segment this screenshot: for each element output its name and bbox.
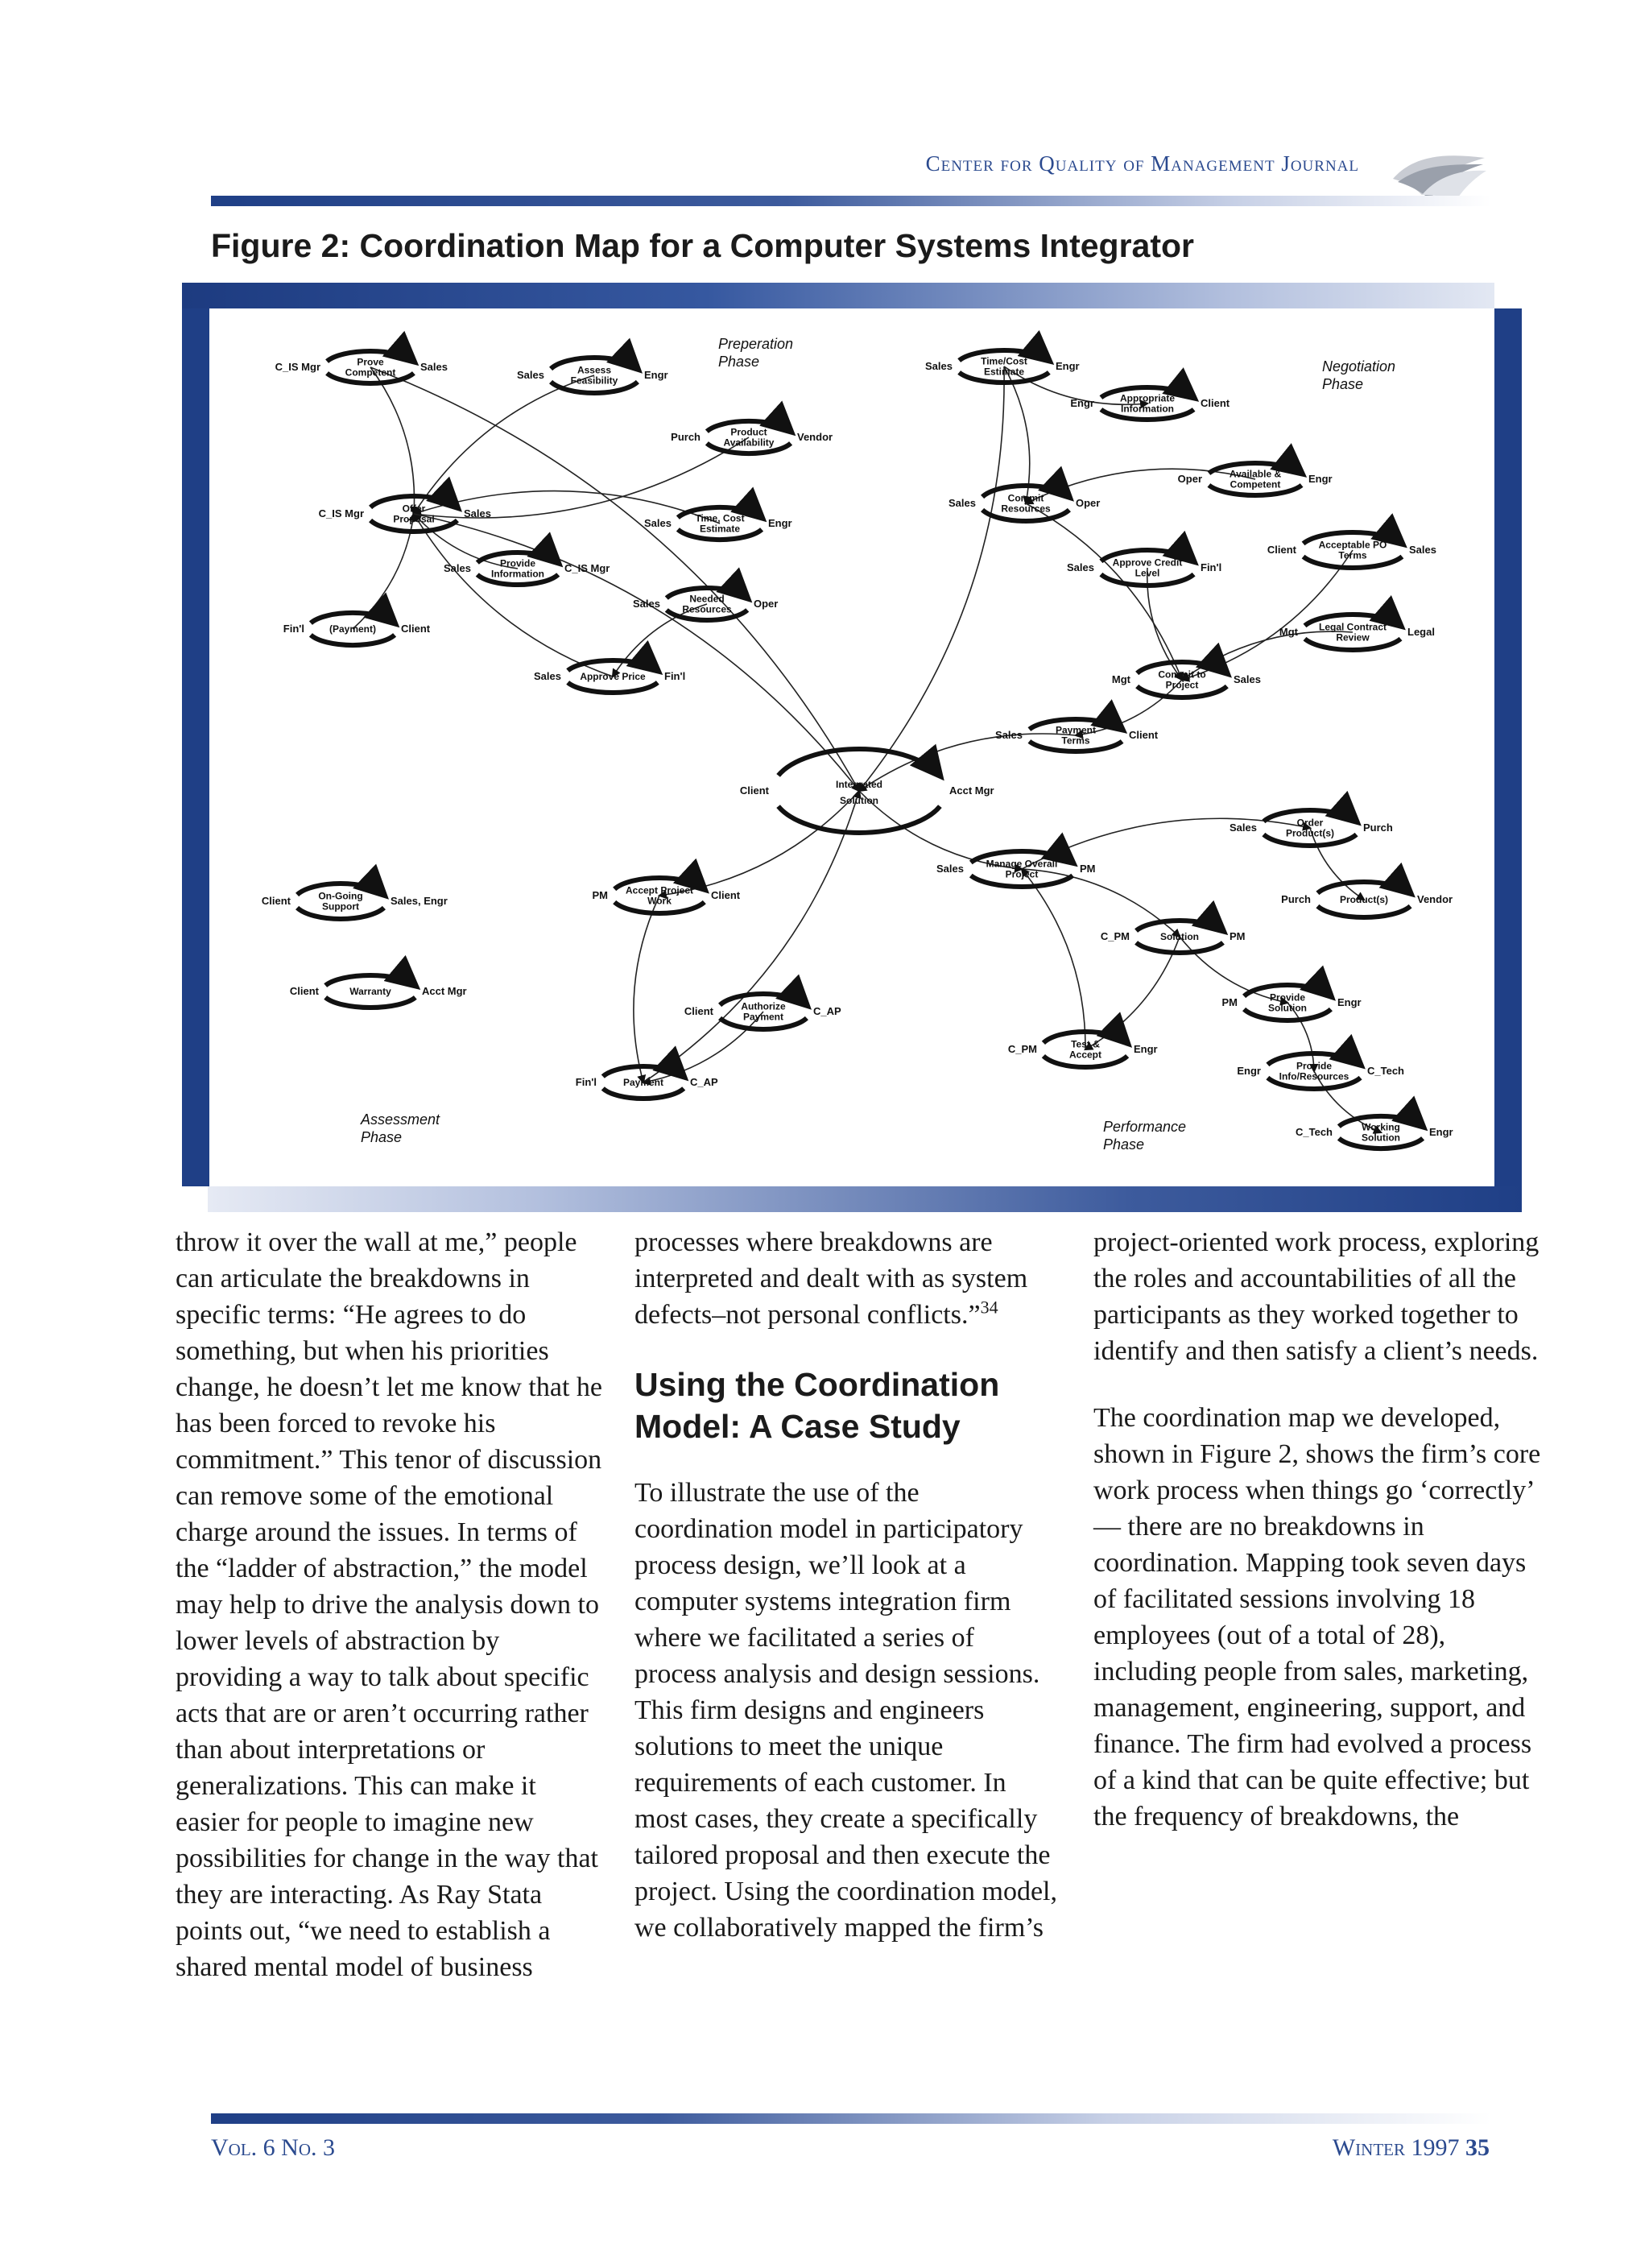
body-column-1 <box>176 1224 602 1985</box>
loop-role-left: Sales <box>925 360 953 372</box>
loop-test-accept <box>1008 1032 1158 1067</box>
loop-role-right: Acct Mgr <box>949 784 994 797</box>
coordination-map-svg <box>209 308 1494 1186</box>
loop-role-right: PM <box>1080 863 1096 875</box>
journal-logo-icon <box>1390 147 1490 203</box>
footer-issue <box>1333 2134 1490 2162</box>
loop-role-right: Engr <box>644 369 668 381</box>
loop-role-left: Purch <box>1281 893 1311 905</box>
figure-title: Figure 2: Coordination Map for a Computer Systems Integrator <box>211 227 1195 264</box>
loop-role-right: Client <box>1129 729 1159 741</box>
figure-frame-right <box>1494 308 1522 1211</box>
loop-role-left: PM <box>1221 996 1238 1008</box>
loop-role-right: Sales <box>1409 544 1436 556</box>
body-paragraph: The coordination map we developed, shown in Figure 2, shows the firm’s core work process when things go ‘correctly’ — there are no breakdowns in coordination. Mapping took seven days of facilitated sessions involving 18 employees (out of a total of 28), including people from sales, marketing, management, engineering, support, and finance. The firm had evolved a process of a kind that can be quite effective; but the frequency of breakdowns, the <box>1093 1403 1541 1831</box>
map-link <box>1026 469 1255 503</box>
loop-label: Commit <box>1007 492 1044 504</box>
map-link <box>1004 366 1030 503</box>
map-link <box>634 896 659 1082</box>
loop-role-right: Engr <box>1134 1043 1158 1055</box>
loop-available-competent <box>1178 463 1333 495</box>
loop-label: Estimate <box>699 523 741 535</box>
loop-label: Payment <box>1055 724 1097 736</box>
loop-prove-competent <box>275 351 448 383</box>
phase-label-negotiation: Negotiation <box>1322 358 1396 375</box>
loop-label: Solution <box>1160 931 1199 943</box>
loop-products <box>1281 882 1453 917</box>
loop-role-right: C_AP <box>813 1005 841 1017</box>
loop-role-left: C_Tech <box>1296 1126 1333 1138</box>
loop-role-left: Engr <box>1070 397 1094 409</box>
phase-label-performance: Performance <box>1103 1119 1187 1135</box>
loop-label: Offer <box>402 503 426 515</box>
loop-payment-prep <box>283 613 431 645</box>
loop-label: Solution <box>1268 1002 1307 1014</box>
loop-label: Manage Overall <box>986 858 1058 870</box>
loop-label: Payment <box>622 1077 664 1089</box>
loop-payment-assess <box>576 1066 718 1099</box>
loop-role-left: Client <box>684 1005 713 1017</box>
loop-role-right: PM <box>1230 930 1246 942</box>
loop-role-left: Engr <box>1237 1065 1261 1077</box>
loop-commit-resources <box>948 486 1100 521</box>
loop-role-right: Sales <box>420 361 448 373</box>
header-rule <box>211 196 1491 206</box>
loop-role-right: Sales <box>464 507 491 519</box>
loop-role-left: Client <box>289 985 319 997</box>
loop-label: Feasibility <box>570 375 618 387</box>
loop-order-products <box>1230 810 1393 846</box>
loop-role-left: C_IS Mgr <box>318 507 364 519</box>
footnote-reference: 34 <box>980 1297 998 1318</box>
map-link <box>1022 869 1085 1049</box>
loop-label: Review <box>1336 631 1370 644</box>
map-link <box>1026 503 1182 680</box>
loop-role-left: PM <box>592 889 608 901</box>
loop-role-right: Vendor <box>1417 893 1453 905</box>
loop-label: Proposal <box>393 513 435 525</box>
loop-approve-price <box>534 660 685 693</box>
loop-label: Assess <box>577 364 612 376</box>
loop-role-left: Sales <box>936 863 964 875</box>
loop-label: Availability <box>723 437 775 449</box>
loop-role-right: Client <box>1201 397 1230 409</box>
loop-role-right: Acct Mgr <box>422 985 467 997</box>
body-paragraph-text: processes where breakdowns are interpreted and dealt with as system defects–not personal conflicts.” <box>634 1227 1028 1330</box>
loop-payment-terms <box>995 719 1159 751</box>
map-link <box>859 734 1076 791</box>
loop-accept-project-work <box>593 878 741 913</box>
coordination-map <box>209 308 1494 1186</box>
loop-label: Approve Credit <box>1112 557 1183 569</box>
loop-label: Terms <box>1338 549 1367 561</box>
phase-label-preparation: Phase <box>718 354 760 370</box>
loop-time-cost-estimate-prep <box>644 507 792 540</box>
loop-label: Competent <box>1230 478 1281 490</box>
loop-approve-credit-level <box>1067 550 1221 586</box>
loop-label: Order <box>1296 817 1324 829</box>
loop-label: Time, Cost <box>695 512 745 524</box>
loop-role-left: Sales <box>517 369 544 381</box>
loop-commit-to-project <box>1112 662 1261 697</box>
loop-label: Prove <box>357 356 384 368</box>
loop-label: Legal Contract <box>1318 621 1387 633</box>
loop-role-right: Purch <box>1363 822 1393 834</box>
loop-label: Provide <box>1296 1060 1333 1072</box>
loop-assess-feasibility <box>517 358 668 393</box>
loop-label: Product(s) <box>1340 894 1388 906</box>
loop-role-left: Sales <box>534 670 561 682</box>
loop-label: Provide <box>499 557 536 569</box>
loop-label: Solution <box>840 794 878 806</box>
loop-role-right: C_AP <box>690 1076 718 1088</box>
page-number: 35 <box>1465 2134 1490 2161</box>
figure-frame-bottom <box>208 1186 1522 1212</box>
section-heading: Using the Coordination Model: A Case Study <box>634 1366 1000 1445</box>
loop-role-left: Client <box>739 784 769 797</box>
map-link <box>414 375 594 514</box>
loop-role-right: Engr <box>1308 473 1333 485</box>
loop-role-right: Fin'l <box>1201 561 1222 573</box>
loop-role-left: C_PM <box>1007 1043 1037 1055</box>
loop-time-cost-estimate-neg <box>925 350 1080 383</box>
loop-role-left: Purch <box>671 431 701 443</box>
loop-label: Accept <box>1068 1049 1102 1061</box>
loop-label: Product <box>730 426 767 438</box>
map-link <box>414 437 749 518</box>
map-link <box>414 514 613 677</box>
loop-label: Project <box>1165 679 1199 691</box>
phase-label-performance: Phase <box>1103 1136 1145 1153</box>
loop-label: Integrated <box>835 778 883 790</box>
loop-on-going-support <box>262 884 448 919</box>
loop-acceptable-po-terms <box>1267 532 1436 568</box>
loop-role-right: Sales <box>1234 673 1261 685</box>
loop-authorize-payment <box>684 994 841 1029</box>
loop-label: Needed <box>689 593 725 605</box>
map-link <box>1022 818 1310 869</box>
map-link <box>370 367 415 514</box>
footer-volume: Vol. 6 No. 3 <box>211 2134 335 2161</box>
loop-role-left: Oper <box>1177 473 1202 485</box>
loop-label: Terms <box>1061 735 1090 747</box>
loop-role-left: Client <box>261 895 291 907</box>
body-column-2 <box>634 1224 1061 1946</box>
map-link <box>414 491 720 524</box>
loop-role-right: Engr <box>1056 360 1080 372</box>
map-phase-labels <box>360 336 1395 1153</box>
loop-role-left: Client <box>1267 544 1296 556</box>
loop-label: Working <box>1362 1121 1400 1133</box>
footer-season: Winter 1997 <box>1332 2134 1460 2161</box>
loop-label: Payment <box>742 1011 784 1023</box>
loop-role-right: Oper <box>754 598 779 610</box>
loop-label: Resources <box>1001 503 1051 515</box>
loop-label: Product(s) <box>1286 827 1334 839</box>
loop-provide-solution <box>1222 985 1362 1020</box>
map-link <box>414 514 859 791</box>
loop-label: Competent <box>345 366 396 379</box>
loop-manage-overall-project <box>936 851 1095 887</box>
loop-label: Accept Project <box>625 884 694 896</box>
loop-provide-information <box>444 553 610 585</box>
loop-label: Warranty <box>349 986 391 998</box>
loop-role-right: Engr <box>768 517 792 529</box>
loop-label: Information <box>1121 403 1174 415</box>
loop-label: Test & <box>1071 1038 1100 1050</box>
map-link <box>859 366 1004 791</box>
loop-label: Work <box>647 895 672 907</box>
loop-label: Solution <box>1362 1132 1400 1144</box>
loop-role-right: Client <box>401 623 431 635</box>
loop-role-right: Client <box>711 889 741 901</box>
loop-role-right: Engr <box>1337 996 1362 1008</box>
phase-label-negotiation: Phase <box>1322 376 1364 392</box>
footer-rule <box>211 2113 1491 2124</box>
loop-role-left: Sales <box>948 497 976 509</box>
loop-label: Authorize <box>741 1000 786 1012</box>
loop-label: Commit to <box>1158 668 1206 681</box>
loop-label: Time/Cost <box>981 355 1027 367</box>
loop-label: Resources <box>682 603 732 615</box>
loop-label: Level <box>1134 567 1160 579</box>
map-loops <box>262 350 1453 1148</box>
loop-role-left: Sales <box>644 517 672 529</box>
body-paragraph: To illustrate the use of the coordination model in participatory process design, we’ll look at a computer systems integration firm where we facilitated a series of process analysis and design sessions. This firm designs and engineers solutions to meet the unique requirements of each customer. In most cases, they create a specifically tailored proposal and then execute the project. Using the coordination model, we collaboratively mapped the firm’s <box>634 1478 1057 1943</box>
loop-label: Info/Resources <box>1279 1070 1349 1082</box>
loop-role-left: Sales <box>995 729 1023 741</box>
loop-role-left: Fin'l <box>575 1076 597 1088</box>
loop-label: Provide <box>1269 991 1306 1004</box>
loop-appropriate-information <box>1070 387 1230 420</box>
loop-role-left: Sales <box>633 598 660 610</box>
body-paragraph: project-oriented work process, exploring the roles and accountabilities of all the participants as they worked together to identify and then satisfy a client’s needs. <box>1093 1227 1539 1366</box>
loop-product-availability <box>671 421 833 453</box>
loop-role-right: Sales, Engr <box>391 895 448 907</box>
loop-label: Project <box>1005 868 1039 880</box>
loop-role-left: Sales <box>1067 561 1094 573</box>
map-link <box>643 791 859 1082</box>
loop-integrated-solution <box>740 749 994 833</box>
figure-frame-top <box>182 283 1494 308</box>
phase-label-assessment: Assessment <box>361 1111 440 1128</box>
loop-label: Support <box>322 900 359 913</box>
body-paragraph <box>634 1224 1061 1333</box>
loop-label: On-Going <box>318 890 363 902</box>
loop-role-right: Oper <box>1076 497 1101 509</box>
figure-frame-left <box>182 308 209 1186</box>
loop-label: Available & <box>1229 468 1282 480</box>
phase-label-assessment: Phase <box>361 1129 403 1145</box>
loop-role-left: Fin'l <box>283 623 304 635</box>
loop-working-solution <box>1296 1116 1453 1148</box>
journal-title: Center for Quality of Management Journal <box>925 151 1359 176</box>
loop-role-right: Engr <box>1429 1126 1453 1138</box>
loop-warranty <box>290 975 467 1008</box>
loop-label: Acceptable PO <box>1318 539 1387 551</box>
loop-role-left: Sales <box>1230 822 1257 834</box>
loop-legal-contract-review <box>1279 615 1435 650</box>
loop-role-left: C_IS Mgr <box>275 361 320 373</box>
loop-role-right: C_IS Mgr <box>564 562 610 574</box>
loop-needed-resources <box>633 588 778 620</box>
loop-role-left: Mgt <box>1279 626 1298 638</box>
loop-label: Estimate <box>983 366 1025 378</box>
body-paragraph: throw it over the wall at me,” people can articulate the breakdowns in specific terms: “He agrees to do something, but when his priorities change, he doesn’t let me know that he has been forced to revoke his commitment.” This tenor of discussion can remove some of the emotional charge around the issues. In terms of the “ladder of abstraction,” the model may help to drive the analysis down to lower levels of abstraction by providing a way to talk about specific acts that are or aren’t occurring rather than about interpretations or generalizations. This can make it easier for people to imagine new possibilities for change in the way that they are interacting. As Ray Stata points out, “we need to establish a shared mental model of business <box>176 1227 602 1982</box>
loop-role-right: Vendor <box>797 431 833 443</box>
loop-label: Information <box>491 568 544 580</box>
loop-role-left: C_PM <box>1100 930 1130 942</box>
loop-role-right: Fin'l <box>664 670 686 682</box>
loop-role-left: Mgt <box>1111 673 1130 685</box>
loop-label: (Payment) <box>329 623 377 635</box>
loop-label: Approve Price <box>580 671 646 683</box>
loop-solution <box>1101 921 1246 953</box>
loop-role-right: Legal <box>1407 626 1435 638</box>
phase-label-preparation: Preperation <box>718 336 794 352</box>
loop-role-left: Sales <box>444 562 471 574</box>
body-column-3 <box>1093 1224 1544 1835</box>
loop-label: Appropriate <box>1119 392 1176 404</box>
loop-role-right: C_Tech <box>1367 1065 1404 1077</box>
